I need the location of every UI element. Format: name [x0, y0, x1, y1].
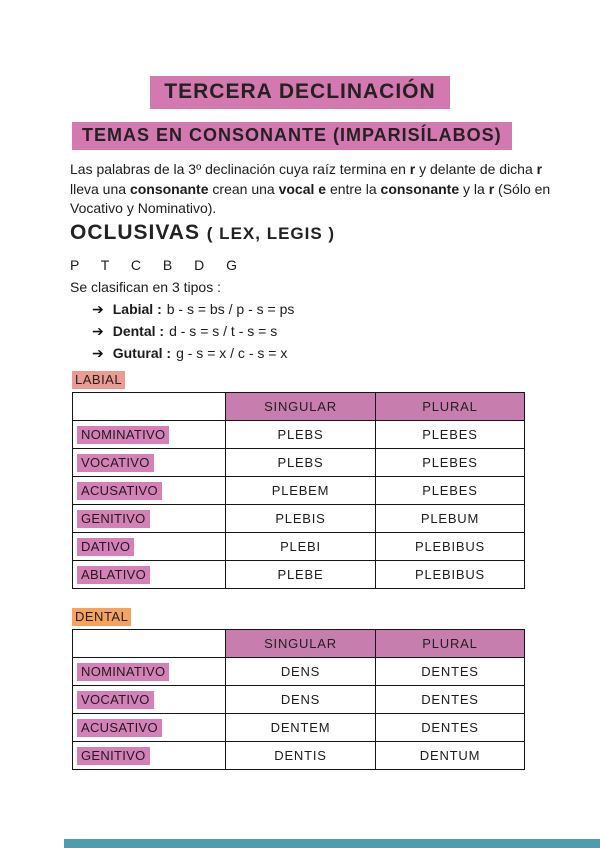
list-item [92, 342, 294, 364]
bullet-text: g - s = x / c - s = x [176, 345, 288, 361]
table-row [73, 714, 525, 742]
footer-divider [64, 839, 600, 848]
plural-cell: PLEBES [376, 421, 525, 449]
case-label: GENITIVO [77, 747, 150, 765]
intro-text: Las palabras de la 3º declinación cuya raíz termina en [70, 161, 410, 177]
intro-text: crean una [208, 180, 279, 197]
intro-bold: vocal e [278, 180, 327, 197]
plural-cell: DENTES [376, 658, 525, 686]
empty-header-cell [73, 630, 226, 658]
table-header-row [73, 630, 525, 658]
plural-cell: PLEBIBUS [376, 561, 525, 589]
singular-cell: DENTIS [226, 742, 376, 770]
intro-bold: r [536, 161, 543, 177]
arrow-right-icon: ➔ [92, 322, 104, 339]
plural-header: PLURAL [376, 630, 525, 658]
intro-paragraph [70, 160, 552, 219]
section-heading [70, 221, 335, 245]
singular-cell: DENTEM [226, 714, 376, 742]
labial-table [72, 392, 525, 589]
plural-header: PLURAL [376, 393, 525, 421]
page-title: TERCERA DECLINACIÓN [150, 76, 449, 109]
table-row [73, 533, 525, 561]
table-row [73, 686, 525, 714]
table-row [73, 658, 525, 686]
table-row [73, 449, 525, 477]
singular-cell: PLEBE [226, 561, 376, 589]
table-row [73, 561, 525, 589]
plural-cell: PLEBES [376, 449, 525, 477]
case-label: ACUSATIVO [77, 482, 162, 500]
bullet-text: d - s = s / t - s = s [169, 323, 278, 339]
singular-cell: DENS [226, 686, 376, 714]
case-label: VOCATIVO [77, 454, 154, 472]
bullet-text: b - s = bs / p - s = ps [166, 301, 295, 317]
plural-cell: DENTES [376, 686, 525, 714]
singular-cell: PLEBI [226, 533, 376, 561]
case-label: ACUSATIVO [77, 719, 162, 737]
case-label: NOMINATIVO [77, 426, 169, 444]
subtitle-row [72, 122, 512, 150]
intro-text: lleva una [70, 180, 130, 197]
bullet-label: Dental : [112, 323, 165, 339]
case-label: VOCATIVO [77, 691, 154, 709]
singular-cell: PLEBS [226, 449, 376, 477]
list-item [92, 298, 294, 320]
plural-cell: DENTUM [376, 742, 525, 770]
section-heading-paren: ( LEX, LEGIS ) [206, 224, 336, 243]
dental-table [72, 629, 525, 770]
list-item [92, 320, 294, 342]
intro-text: y la [459, 180, 489, 197]
intro-text: (Sólo en Vocativo y Nominativo). [70, 180, 551, 216]
intro-text: y delante de dicha [415, 161, 537, 177]
page-subtitle: TEMAS EN CONSONANTE (IMPARISÍLABOS) [72, 122, 512, 150]
intro-bold: consonante [380, 180, 460, 197]
intro-text: entre la [326, 180, 381, 197]
intro-bold: r [409, 161, 416, 177]
case-label: ABLATIVO [77, 566, 150, 584]
bullet-label: Gutural : [112, 345, 172, 361]
singular-cell: DENS [226, 658, 376, 686]
singular-cell: PLEBEM [226, 477, 376, 505]
title-row [0, 76, 600, 109]
case-label: GENITIVO [77, 510, 150, 528]
intro-bold: consonante [129, 180, 209, 197]
section-heading-main: OCLUSIVAS [70, 221, 207, 244]
plural-cell: PLEBIBUS [376, 533, 525, 561]
singular-cell: PLEBIS [226, 505, 376, 533]
classification-intro: Se clasifican en 3 tipos : [70, 279, 221, 295]
empty-header-cell [73, 393, 226, 421]
bullet-label: Labial : [112, 301, 162, 317]
occlusive-letters: P T C B D G [70, 257, 247, 273]
classification-list [92, 298, 294, 364]
table-header-row [73, 393, 525, 421]
plural-cell: PLEBUM [376, 505, 525, 533]
arrow-right-icon: ➔ [92, 344, 104, 361]
labial-tag: LABIAL [72, 371, 125, 389]
case-label: NOMINATIVO [77, 663, 169, 681]
singular-header: SINGULAR [226, 630, 376, 658]
table-row [73, 421, 525, 449]
intro-bold: r [488, 180, 495, 197]
arrow-right-icon: ➔ [92, 300, 104, 317]
table-row [73, 505, 525, 533]
plural-cell: DENTES [376, 714, 525, 742]
plural-cell: PLEBES [376, 477, 525, 505]
singular-cell: PLEBS [226, 421, 376, 449]
singular-header: SINGULAR [226, 393, 376, 421]
table-row [73, 742, 525, 770]
case-label: DATIVO [77, 538, 134, 556]
dental-tag: DENTAL [72, 608, 131, 626]
table-row [73, 477, 525, 505]
